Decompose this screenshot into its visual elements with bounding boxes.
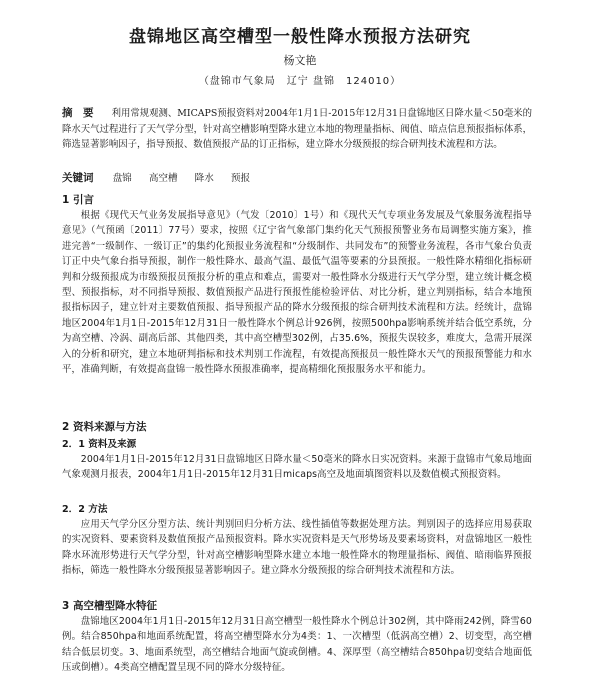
section-heading-features: 3 高空槽型降水特征 <box>62 600 157 612</box>
keyword: 高空槽 <box>148 173 178 184</box>
keywords <box>62 170 532 185</box>
author-name: 杨文艳 <box>283 54 317 67</box>
keywords-label: 关键词 <box>62 172 94 184</box>
method-paragraph: 应用天气学分区分型方法、统计判别回归分析方法、线性插值等数据处理方法。判别因子的选择应用易获取的实况资料、要素资料及数值预报产品预报资料。降水实况资料是天气形势场及要素场资料，对盘锦地区一般性降水环流形势进行天气学分型，针对高空槽影响型降水建立本地一般性降水的物理量指标、阀值、暗雨临界预报指标，筛选一般性降水分级预报显著影响因子。建立降水分级预报的综合研判技术流程和方法。 <box>62 519 532 577</box>
abstract-label: 摘 要 <box>62 107 94 119</box>
intro-paragraph: 根据《现代天气业务发展指导意见》（气发〔2010〕1号）和《现代天气专项业务发展及气象服务流程指导意见》（气预函〔2011〕77号）要求，按照《辽宁省气象部门集约化天气预报预警业务布局调整实施方案》，推进完善“一级制作、一级订正”的集约化预报业务流程和“分级制作、共同发布”的预警业务流程，各市气象台负责订正中央气象台指导预报，制作一般性降水、最高气温、最低气温等要素的分县预报。一般性降水精细化指标研判和分级预报成为市级预报员预报分析的重点和难点，需要对一般性降水分级进行天气学分型，建立统计概念模型、预报指标，对不同指导预报、数值预报产品进行预报性能检验评估、对比分析，建立判别指标，结合本地预报指标因子，建立针对主要数值预报、指导预报产品的降水分级预报的综合研判技术流程和方法。经统计，盘锦地区2004年1月1日-2015年12月31日一般性降水个例总计926例，按照500hpa影响系统并结合低空系统，分为高空槽、冷涡、副高后部、其他四类，其中高空槽型302例，占35.6%，预报失误较多，难度大，急需开展深入的分析和研究，建立本地研判指标和技术判别工作流程，有效提高预报员一般性降水天气的预报预警能力和水平，准确判断，有效提高盘锦一般性降水预报准确率，提高精细化预报服务水平和能力。 <box>62 210 532 376</box>
features-paragraph: 盘锦地区2004年1月1日-2015年12月31日高空槽型一般性降水个例总计302例，其中降雨242例，降雪60例。结合850hpa和地面系统配置，将高空槽型降水分为4类：1、一次槽型（低涡高空槽）2、切变型，高空槽结合低层切变。3、地面系统型，高空槽结合地面气旋或倒槽。4、深厚型（高空槽结合850hpa切变结合地面低压或倒槽）。4类高空槽配置呈现不同的降水分级特征。 <box>62 616 532 674</box>
keyword: 盘锦 <box>112 173 132 184</box>
keyword: 预报 <box>230 173 251 184</box>
paper-title: 盘锦地区高空槽型一般性降水预报方法研究 <box>129 27 471 47</box>
author-affiliation: （盘锦市气象局 辽宁 盘锦 124010） <box>198 76 402 87</box>
keyword: 降水 <box>194 173 214 184</box>
subsection-heading-data: 2．1 资料及来源 <box>62 439 137 450</box>
section-heading-data-methods: 2 资料来源与方法 <box>62 421 147 433</box>
abstract-text: 利用常规观测、MICAPS预报资料对2004年1月1日-2015年12月31日盘锦地区日降水量＜50毫米的降水天气过程进行了天气学分型，针对高空槽影响型降水建立本地的物理量指标、阀值、暗点信息预报指标体系，筛选显著影响因子，指导预报、数值预报产品的订正指标，建立降水分级预报的综合研判技术流程和方法。 <box>62 108 532 150</box>
subsection-heading-method: 2．2 方法 <box>62 504 108 515</box>
section-heading-intro: 1 引言 <box>62 194 94 206</box>
data-paragraph: 2004年1月1日-2015年12月31日盘锦地区日降水量＜50毫米的降水日实况资料。来源于盘锦市气象局地面气象观测月报表，2004年1月1日-2015年12月31日micaps高空及地面填图资料以及数值模式预报资料。 <box>62 454 532 481</box>
abstract <box>62 106 532 153</box>
